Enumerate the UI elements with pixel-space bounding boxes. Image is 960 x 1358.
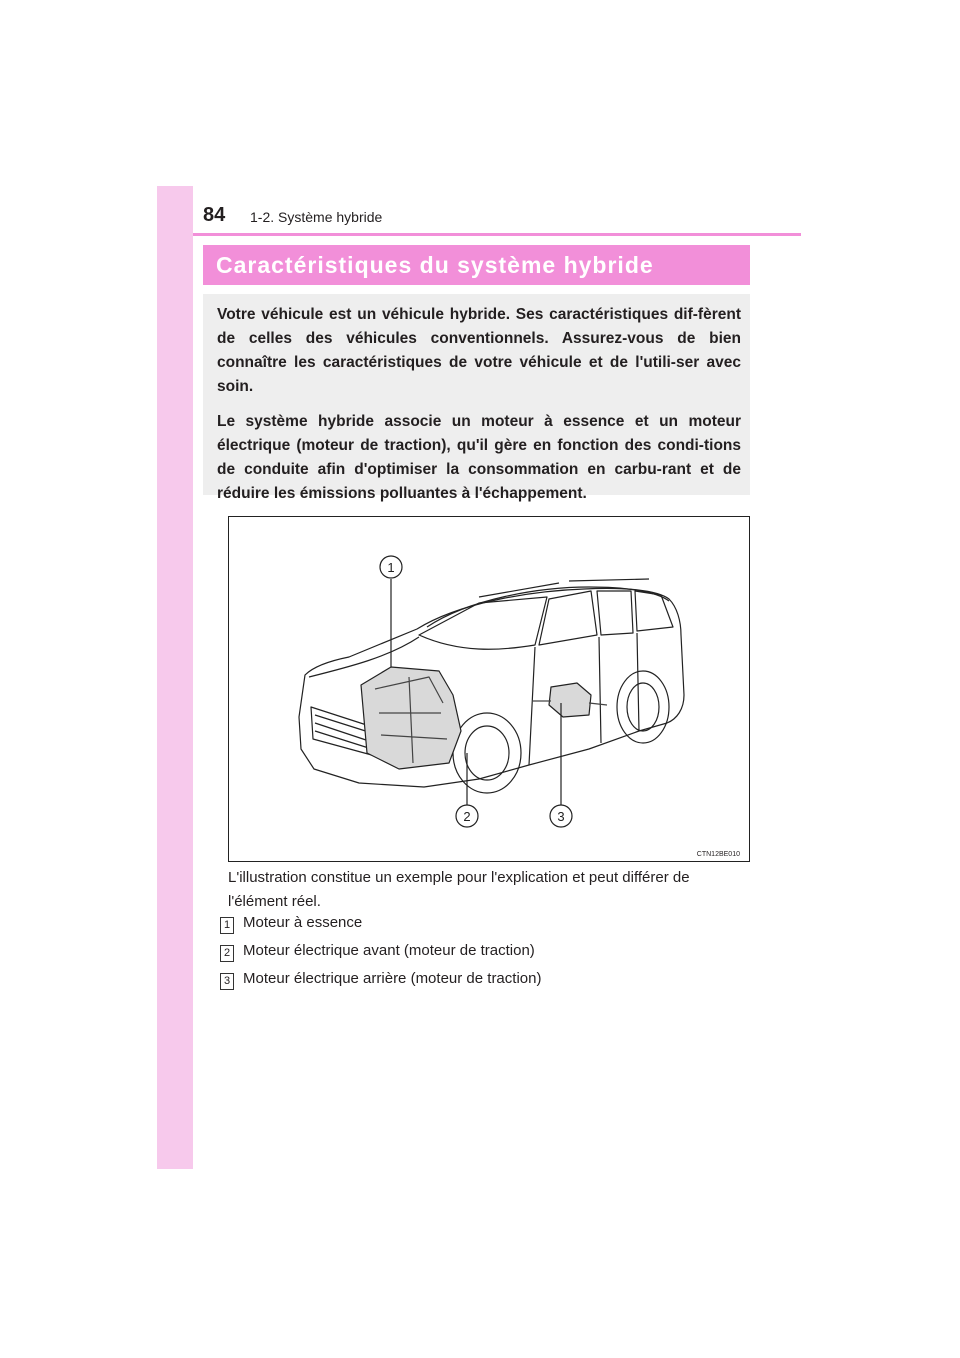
rear-wheel [617, 671, 669, 743]
legend-number: 3 [220, 973, 234, 990]
callout-1-label: 1 [387, 560, 395, 575]
legend-number: 1 [220, 917, 234, 934]
page-number: 84 [203, 204, 226, 226]
page-title: Caractéristiques du système hybride [203, 245, 750, 285]
front-wheel [453, 713, 521, 793]
figure-code: CTN12BE010 [696, 851, 740, 858]
car-quarter-window [635, 591, 673, 631]
car-front-window [539, 591, 597, 645]
rear-motor [549, 683, 591, 717]
callout-3-label: 3 [557, 809, 565, 824]
suv-drawing [229, 517, 749, 861]
legend-label: Moteur à essence [243, 914, 363, 931]
figure-caption: L'illustration constitue un exemple pour l'explication et peut différer de l'élément réel. [228, 869, 690, 910]
legend-label: Moteur électrique avant (moteur de traction) [243, 942, 535, 959]
car-body-outline [299, 588, 684, 787]
callout-2-label: 2 [463, 809, 471, 824]
side-color-strip [157, 186, 193, 1169]
header-divider [193, 233, 801, 236]
legend-number: 2 [220, 945, 234, 962]
legend-label: Moteur électrique arrière (moteur de traction) [243, 970, 542, 987]
car-windshield [419, 597, 547, 649]
intro-paragraph: Le système hybride associe un moteur à essence et un moteur électrique (moteur de traction), qu'il gère en fonction des condi-tions de conduite afin d'optimiser la consommation en carbu-rant et de réduire les émissions polluantes à l'échappement. [217, 413, 741, 502]
car-rear-window [597, 591, 633, 635]
intro-box [203, 294, 750, 502]
intro-paragraph: Votre véhicule est un véhicule hybride. Ses caractéristiques dif-fèrent de celles des véhicules conventionnels. Assurez-vous de bien connaître les caractéristiques de votre véhicule et de l'utili-ser avec soin. [217, 306, 741, 395]
section-title: 1-2. Système hybride [250, 209, 383, 225]
vehicle-illustration [228, 516, 750, 862]
